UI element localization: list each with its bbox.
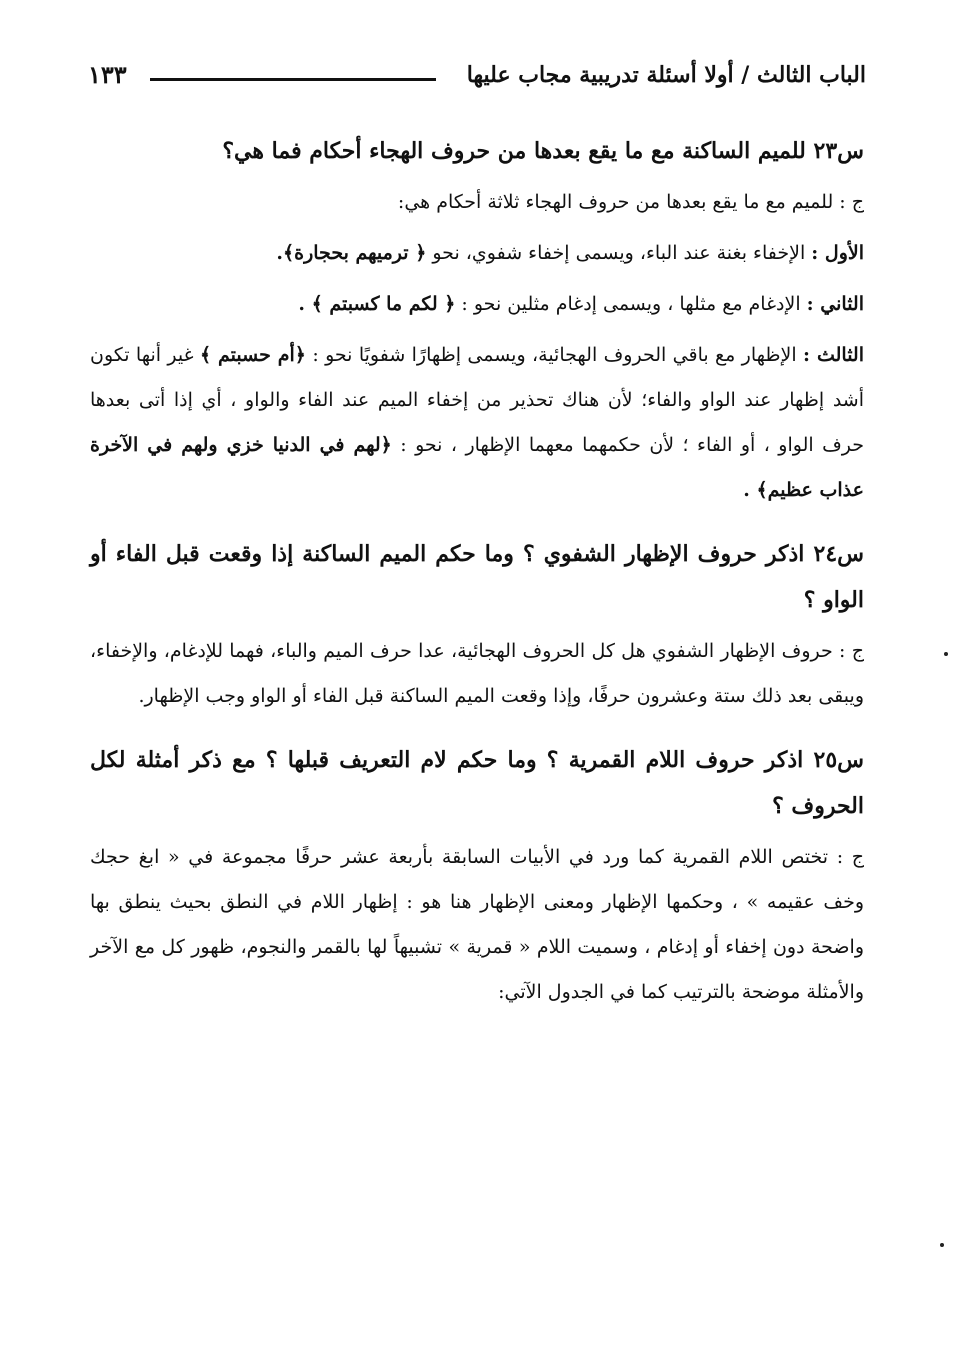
scan-speck: [940, 1243, 944, 1247]
rule-second: [90, 282, 864, 327]
answer-25: ج : تختص اللام القمرية كما ورد في الأبيات السابقة بأربعة عشر حرفًا مجموعة في « ابغ حجك وخف عقيمه » ، وحكمها الإظهار ومعنى الإظهار هنا هو : إظهار اللام في النطق بحيث ينطق بها واضحة دون إخفاء أو إدغام ، وسميت اللام « قمرية » تشبيهاً لها بالقمر والنجوم، ظهور كل مع الآخر والأمثلة موضحة بالترتيب كما في الجدول الآتي:: [90, 846, 864, 1003]
header-rule: [150, 78, 436, 81]
scan-speck: [944, 652, 948, 656]
page-number: ١٣٣: [88, 60, 127, 89]
rule-first-quote: ﴿ ترميهم بحجارة﴾.: [276, 242, 427, 264]
running-header-title: الباب الثالث / أولا أسئلة تدريبية مجاب عليها: [466, 62, 866, 88]
rule-second-label: الثاني :: [806, 293, 864, 315]
rule-first-label: الأول :: [811, 242, 864, 264]
rule-first-text: الإخفاء بغنة عند الباء، ويسمى إخفاء شفوي، نحو: [426, 242, 812, 264]
rule-third-text-2: غير أنها تكون أشد إظهار عند الواو والفاء؛ لأن هناك تحذير من إخفاء الميم عند الفاء والواو ، أي إذا أتى بعدها حرف الواو ، أو الفاء ؛ لأن حكمهما معهما الإظهار ، نحو :: [90, 344, 864, 456]
page-body: [90, 128, 864, 1029]
answer-23-intro: ج : للميم مع ما يقع بعدها من حروف الهجاء ثلاثة أحكام هي:: [397, 191, 864, 213]
question-24: س٢٤ اذكر حروف الإظهار الشفوي ؟ وما حكم الميم الساكنة إذا وقعت قبل الفاء أو الواو ؟: [90, 541, 864, 613]
rule-second-quote: ﴿ لكم ما كسبتم ﴾ .: [298, 293, 456, 315]
question-23: س٢٣ للميم الساكنة مع ما يقع بعدها من حروف الهجاء أحكام فما هي؟: [222, 138, 864, 164]
rule-first: [90, 231, 864, 276]
rule-third-quote-2: ﴿لهم في الدنيا خزي ولهم في الآخرة عذاب عظيم﴾ .: [90, 434, 864, 501]
rule-third-label: الثالث :: [803, 344, 864, 366]
question-25: س٢٥ اذكر حروف اللام القمرية ؟ وما حكم لام التعريف قبلها ؟ مع ذكر أمثلة لكل الحروف ؟: [90, 747, 864, 819]
answer-24: ج : حروف الإظهار الشفوي هل كل الحروف الهجائية، عدا حرف الميم والباء، فهما للإدغام، والإخفاء، ويبقى بعد ذلك ستة وعشرون حرفًا، وإذا وقعت الميم الساكنة قبل الفاء أو الواو وجب الإظهار.: [90, 640, 864, 707]
rule-third-quote-1: ﴿أم حسبتم ﴾: [199, 344, 306, 366]
rule-second-text: الإدغام مع مثلها ، ويسمى إدغام مثلين نحو :: [455, 293, 807, 315]
rule-third: [90, 333, 864, 513]
page-header: [88, 58, 866, 94]
rule-third-text-1: الإظهار مع باقي الحروف الهجائية، ويسمى إظهارًا شفويًا نحو :: [305, 344, 803, 366]
